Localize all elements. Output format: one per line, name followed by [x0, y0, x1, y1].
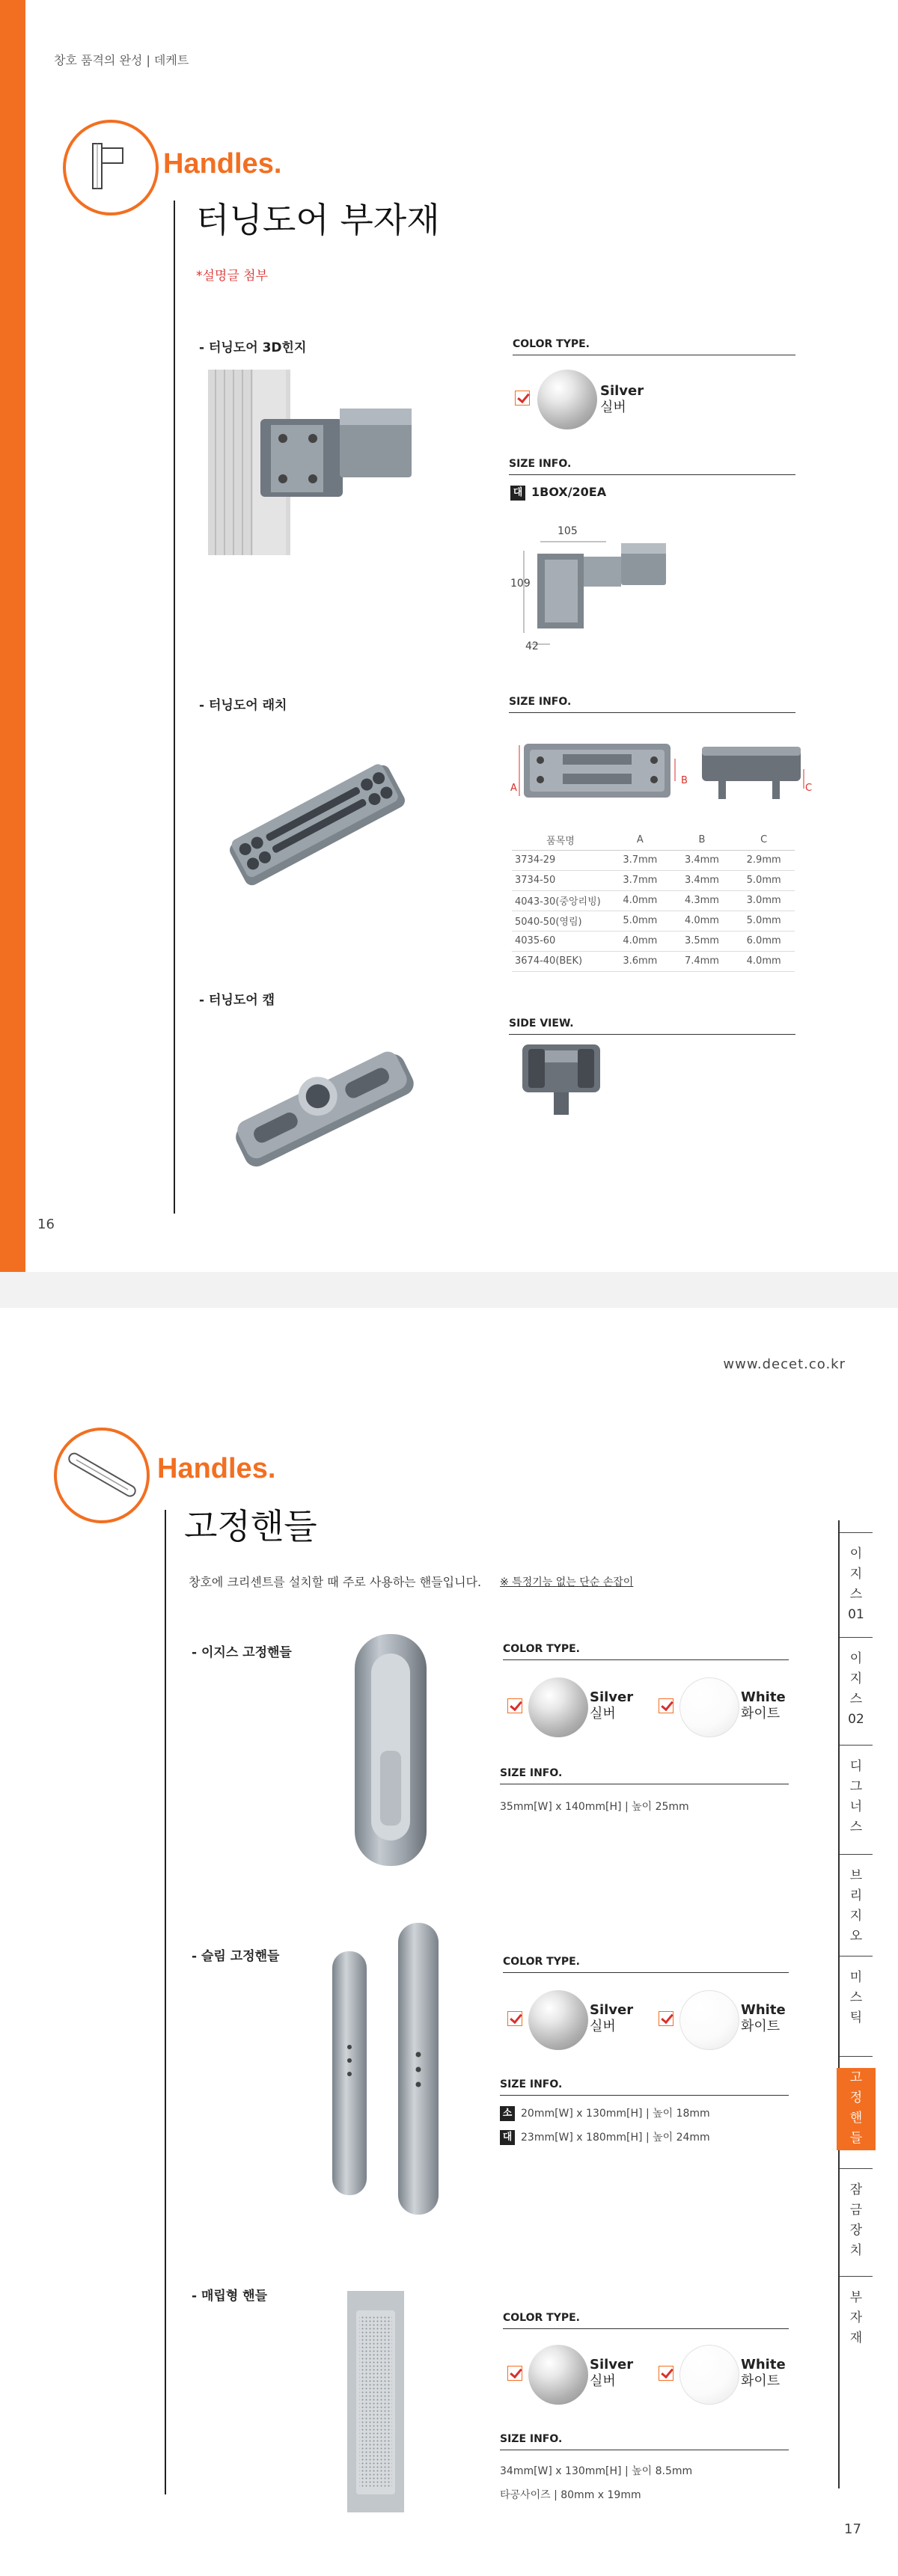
dim-depth: 42	[525, 640, 539, 652]
dim-width: 105	[558, 525, 578, 537]
nav-tick	[840, 1956, 873, 1957]
size-text: 23mm[W] x 180mm[H] | 높이 24mm	[521, 2132, 710, 2144]
hinge-size: 1BOX/20EA	[531, 485, 607, 499]
nav-tick	[840, 1637, 873, 1638]
checked-checkbox-icon	[659, 1698, 674, 1713]
white-swatch	[679, 1677, 739, 1737]
table-cell: 2.9mm	[733, 850, 795, 870]
table-cell: 3734-50	[512, 870, 609, 890]
rule-line	[503, 2328, 789, 2329]
hinge-dimension-diagram	[509, 521, 688, 655]
color-name: Silver	[600, 383, 644, 399]
checked-checkbox-icon	[507, 2011, 522, 2026]
page-16	[0, 0, 898, 1272]
table-cell: 4.3mm	[671, 890, 733, 911]
table-cell: 5.0mm	[733, 870, 795, 890]
size-info-label: SIZE INFO.	[500, 2078, 563, 2090]
rule-line	[509, 712, 795, 713]
table-header-cell: B	[671, 830, 733, 850]
checked-checkbox-icon	[507, 2366, 522, 2381]
table-cell: 6.0mm	[733, 931, 795, 951]
color-sub: 화이트	[741, 2019, 781, 2034]
color-sub: 실버	[590, 2019, 616, 2034]
white-swatch	[679, 2345, 739, 2405]
table-cell: 5040-50(영림)	[512, 911, 609, 931]
side-view-label: SIDE VIEW.	[509, 1018, 574, 1030]
hinge-product-image	[208, 370, 428, 555]
color-sub: 화이트	[741, 1706, 781, 1722]
checked-checkbox-icon	[515, 391, 530, 406]
page-header: 창호 품격의 완성 | 데케트	[54, 53, 189, 67]
section-title-hinge: - 터닝도어 3D힌지	[199, 340, 307, 355]
page-17	[0, 1308, 898, 2576]
color-type-label: COLOR TYPE.	[513, 338, 590, 350]
nav-item-8[interactable]: 부 자 재	[849, 2290, 863, 2346]
color-name: White	[741, 2357, 786, 2372]
table-cell: 4.0mm	[671, 911, 733, 931]
nav-item-2[interactable]: 이 지 스 02	[848, 1651, 864, 1727]
size-badge: 소	[500, 2106, 515, 2121]
recessed-handle-image	[346, 2289, 406, 2514]
table-cell: 4.0mm	[609, 931, 671, 951]
cap-product-image	[226, 1030, 418, 1179]
table-row	[512, 951, 795, 971]
table-cell: 3.0mm	[733, 890, 795, 911]
table-cell: 3.4mm	[671, 850, 733, 870]
table-row	[512, 911, 795, 931]
handle-icon	[57, 1431, 147, 1520]
product-name: - 슬림 고정핸들	[192, 1949, 280, 1964]
color-sub: 화이트	[741, 2373, 781, 2389]
dim-label-a: A	[510, 783, 517, 794]
color-name: White	[741, 2002, 786, 2018]
table-row	[512, 870, 795, 890]
table-row	[512, 931, 795, 951]
latch-size-info-label: SIZE INFO.	[509, 696, 572, 708]
table-header-cell: 품목명	[512, 830, 609, 850]
silver-swatch	[537, 370, 597, 429]
nav-item-6[interactable]: 고 정 핸 들	[837, 2068, 876, 2150]
table-cell: 4.0mm	[733, 951, 795, 971]
orange-side-bar	[0, 0, 25, 1272]
color-sub: 실버	[590, 2373, 616, 2389]
size-info-label: SIZE INFO.	[509, 458, 572, 470]
table-header-cell: C	[733, 830, 795, 850]
table-cell: 3.7mm	[609, 850, 671, 870]
table-cell: 4035-60	[512, 931, 609, 951]
rule-line	[503, 1972, 789, 1973]
size-text: 20mm[W] x 130mm[H] | 높이 18mm	[521, 2108, 710, 2120]
color-name: White	[741, 1689, 786, 1705]
table-cell: 5.0mm	[733, 911, 795, 931]
table-header-cell: A	[609, 830, 671, 850]
table-cell: 4.0mm	[609, 890, 671, 911]
nav-item-5[interactable]: 미 스 틱	[849, 1970, 863, 2025]
door-frame-icon	[66, 123, 156, 212]
page-number: 16	[37, 1217, 55, 1232]
door-icon-badge	[63, 120, 159, 215]
size-text: 35mm[W] x 140mm[H] | 높이 25mm	[500, 1801, 689, 1813]
checked-checkbox-icon	[507, 1698, 522, 1713]
section-title-cap: - 터닝도어 캡	[199, 993, 275, 1008]
page-title: 터닝도어 부자재	[196, 200, 440, 240]
vertical-divider	[165, 1510, 166, 2494]
cap-side-view-image	[516, 1040, 606, 1122]
slim-handle-image	[326, 1920, 446, 2219]
rule-line	[500, 2095, 789, 2096]
silver-swatch	[528, 1677, 588, 1737]
color-type-label: COLOR TYPE.	[503, 2312, 580, 2324]
nav-tick	[840, 1854, 873, 1855]
size-badge: 대	[510, 486, 525, 501]
product-name: - 매립형 핸들	[192, 2289, 268, 2304]
checked-checkbox-icon	[659, 2366, 674, 2381]
page-title: 고정핸들	[184, 1506, 317, 1546]
website-url[interactable]: www.decet.co.kr	[723, 1356, 846, 1372]
nav-tick	[840, 1532, 873, 1533]
color-name: Silver	[590, 2357, 634, 2372]
size-text: 타공사이즈 | 80mm x 19mm	[500, 2489, 641, 2501]
description-note: ※ 특정기능 없는 단순 손잡이	[500, 1576, 634, 1588]
table-cell: 3.5mm	[671, 931, 733, 951]
silver-swatch	[528, 1990, 588, 2050]
latch-product-image	[222, 754, 413, 896]
color-type-label: COLOR TYPE.	[503, 1956, 580, 1968]
page-number: 17	[844, 2521, 861, 2537]
checked-checkbox-icon	[659, 2011, 674, 2026]
color-name: Silver	[590, 2002, 634, 2018]
dim-label-b: B	[681, 775, 688, 786]
size-info-label: SIZE INFO.	[500, 2433, 563, 2445]
latch-dimension-diagram	[509, 736, 808, 805]
vertical-divider	[174, 201, 175, 1214]
nav-item-4[interactable]: 브 리 지 오	[849, 1868, 863, 1944]
nav-item-7[interactable]: 잠 금 장 치	[849, 2182, 863, 2258]
nav-tick	[840, 2056, 873, 2057]
aegis-handle-image	[350, 1631, 433, 1870]
table-cell: 3.7mm	[609, 870, 671, 890]
nav-item-1[interactable]: 이 지 스 01	[848, 1546, 864, 1622]
rule-line	[509, 474, 795, 475]
size-text: 34mm[W] x 130mm[H] | 높이 8.5mm	[500, 2465, 693, 2477]
color-name: Silver	[590, 1689, 634, 1705]
category-heading: Handles.	[163, 148, 282, 180]
handle-icon-badge	[54, 1428, 150, 1523]
table-cell: 3.4mm	[671, 870, 733, 890]
product-name: - 이지스 고정핸들	[192, 1645, 292, 1660]
description-text: 창호에 크리센트를 설치할 때 주로 사용하는 핸들입니다.	[189, 1575, 482, 1589]
color-type-label: COLOR TYPE.	[503, 1643, 580, 1655]
silver-swatch	[528, 2345, 588, 2405]
latch-spec-table	[512, 830, 795, 972]
table-cell: 3.6mm	[609, 951, 671, 971]
color-sub: 실버	[590, 1706, 616, 1722]
section-title-latch: - 터닝도어 래치	[199, 698, 287, 713]
table-cell: 3674-40(BEK)	[512, 951, 609, 971]
color-sub: 실버	[600, 400, 626, 415]
side-category-nav	[837, 1308, 898, 2576]
note-text: *설명글 첨부	[196, 269, 269, 284]
nav-tick	[840, 2276, 873, 2277]
nav-tick	[840, 2168, 873, 2169]
size-badge: 대	[500, 2130, 515, 2145]
table-cell: 5.0mm	[609, 911, 671, 931]
rule-line	[503, 1659, 789, 1660]
table-cell: 4043-30(중앙리빙)	[512, 890, 609, 911]
table-cell: 3734-29	[512, 850, 609, 870]
white-swatch	[679, 1990, 739, 2050]
nav-item-3[interactable]: 디 그 너 스	[849, 1759, 863, 1835]
table-row	[512, 850, 795, 870]
dim-height: 109	[510, 578, 531, 590]
size-info-label: SIZE INFO.	[500, 1767, 563, 1779]
rule-line	[509, 1034, 795, 1035]
dim-label-c: C	[805, 783, 813, 794]
table-cell: 7.4mm	[671, 951, 733, 971]
table-row	[512, 890, 795, 911]
nav-tick	[840, 1745, 873, 1746]
category-heading: Handles.	[157, 1453, 276, 1484]
